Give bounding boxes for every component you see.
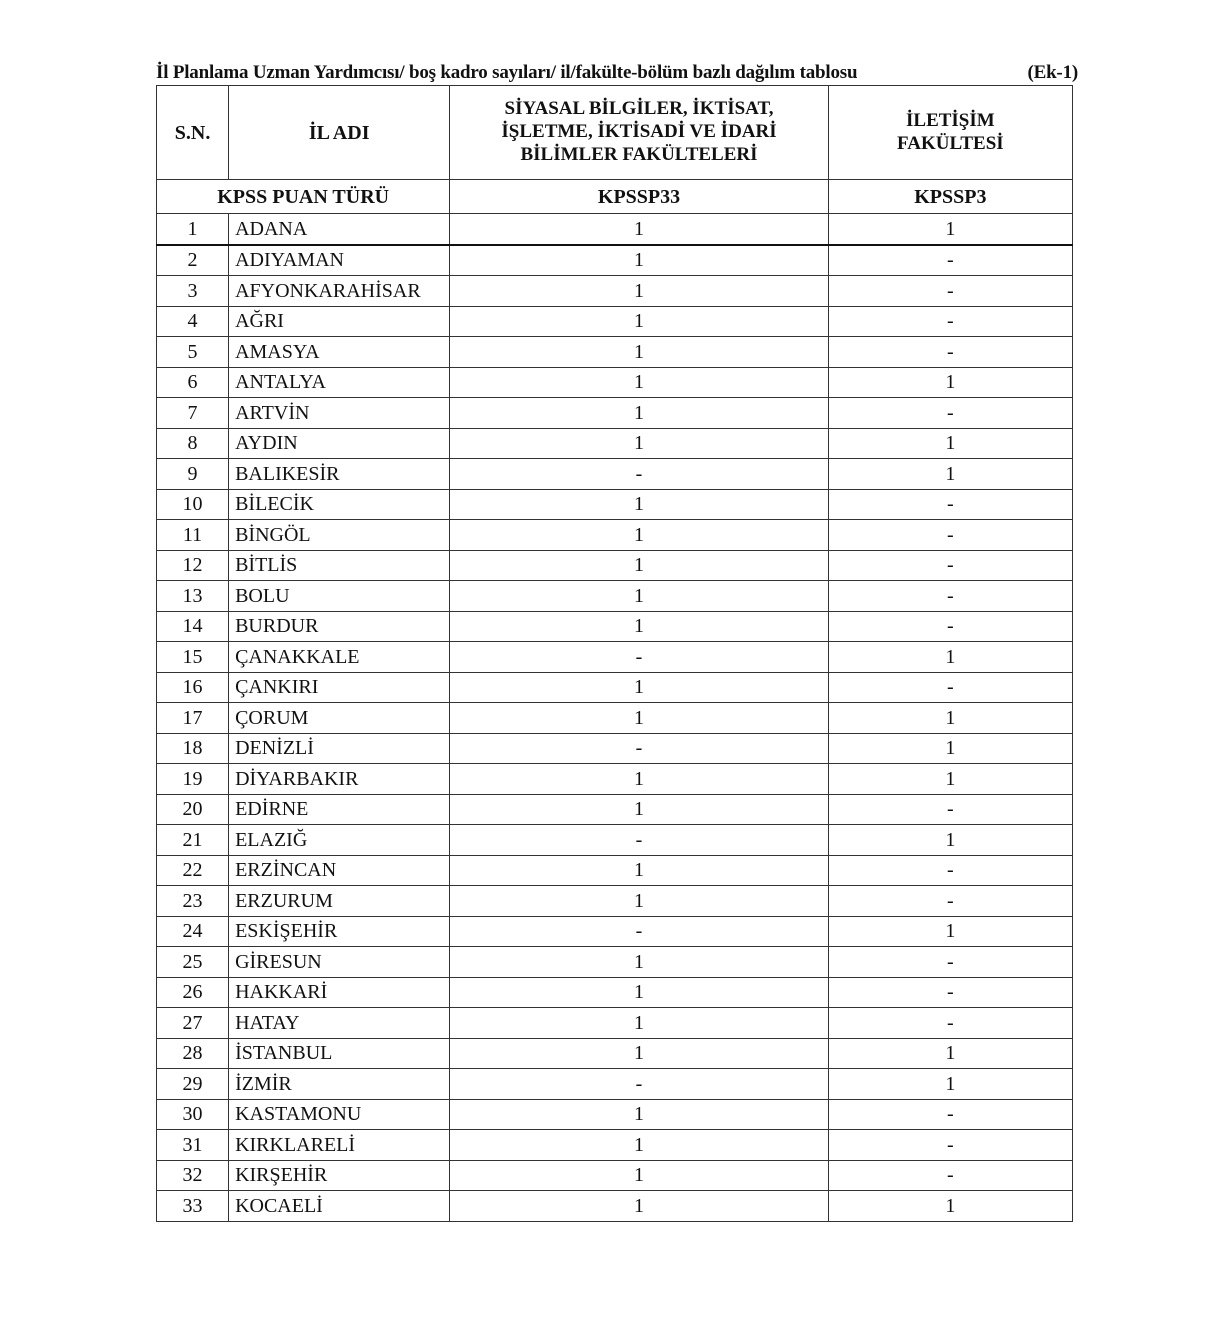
cell-faculty-communication: - xyxy=(828,1008,1072,1039)
table-row xyxy=(157,916,1073,947)
cell-il-adi: KIRKLARELİ xyxy=(229,1130,450,1161)
cell-faculty-communication: - xyxy=(828,581,1072,612)
cell-faculty-economics: 1 xyxy=(450,1038,828,1069)
cell-il-adi: İZMİR xyxy=(229,1069,450,1100)
cell-faculty-economics: 1 xyxy=(450,520,828,551)
table-row xyxy=(157,1069,1073,1100)
table-row xyxy=(157,459,1073,490)
table-row xyxy=(157,337,1073,368)
cell-faculty-communication: - xyxy=(828,886,1072,917)
cell-faculty-economics: - xyxy=(450,642,828,673)
cell-sn: 28 xyxy=(157,1038,229,1069)
table-row xyxy=(157,581,1073,612)
cell-il-adi: HAKKARİ xyxy=(229,977,450,1008)
cell-sn: 23 xyxy=(157,886,229,917)
table-row xyxy=(157,855,1073,886)
header-faculty-communication xyxy=(828,86,1072,180)
cell-sn: 14 xyxy=(157,611,229,642)
document-title: İl Planlama Uzman Yardımcısı/ boş kadro sayıları/ il/fakülte-bölüm bazlı dağılım tablosu xyxy=(156,62,858,83)
cell-il-adi: ANTALYA xyxy=(229,367,450,398)
cell-faculty-economics: - xyxy=(450,733,828,764)
cell-faculty-communication: - xyxy=(828,794,1072,825)
cell-sn: 32 xyxy=(157,1160,229,1191)
table-row xyxy=(157,733,1073,764)
cell-sn: 7 xyxy=(157,398,229,429)
cell-sn: 16 xyxy=(157,672,229,703)
cell-il-adi: DENİZLİ xyxy=(229,733,450,764)
table-row xyxy=(157,611,1073,642)
cell-il-adi: ESKİŞEHİR xyxy=(229,916,450,947)
cell-il-adi: AFYONKARAHİSAR xyxy=(229,276,450,307)
cell-faculty-economics: 1 xyxy=(450,428,828,459)
cell-faculty-economics: 1 xyxy=(450,977,828,1008)
cell-faculty-communication: 1 xyxy=(828,367,1072,398)
cell-faculty-communication: - xyxy=(828,855,1072,886)
cell-il-adi: BİLECİK xyxy=(229,489,450,520)
table-row xyxy=(157,306,1073,337)
cell-faculty-communication: - xyxy=(828,398,1072,429)
cell-faculty-economics: 1 xyxy=(450,214,828,245)
cell-il-adi: KASTAMONU xyxy=(229,1099,450,1130)
cell-faculty-economics: 1 xyxy=(450,703,828,734)
cell-faculty-economics: - xyxy=(450,916,828,947)
cell-sn: 19 xyxy=(157,764,229,795)
cell-faculty-economics: 1 xyxy=(450,367,828,398)
cell-faculty-communication: - xyxy=(828,337,1072,368)
table-row xyxy=(157,214,1073,245)
document-title-bar xyxy=(156,58,1078,84)
table-row xyxy=(157,794,1073,825)
cell-faculty-communication: - xyxy=(828,489,1072,520)
cell-faculty-communication: - xyxy=(828,672,1072,703)
cell-faculty-communication: - xyxy=(828,520,1072,551)
cell-faculty-communication: - xyxy=(828,245,1072,276)
table-row xyxy=(157,764,1073,795)
cell-sn: 33 xyxy=(157,1191,229,1222)
cell-faculty-economics: 1 xyxy=(450,1008,828,1039)
cell-sn: 25 xyxy=(157,947,229,978)
header-sn: S.N. xyxy=(157,86,229,180)
cell-sn: 3 xyxy=(157,276,229,307)
cell-sn: 9 xyxy=(157,459,229,490)
cell-faculty-economics: 1 xyxy=(450,1099,828,1130)
cell-sn: 10 xyxy=(157,489,229,520)
cell-sn: 29 xyxy=(157,1069,229,1100)
table-row xyxy=(157,672,1073,703)
cell-sn: 27 xyxy=(157,1008,229,1039)
table-header-row xyxy=(157,86,1073,180)
cell-faculty-communication: - xyxy=(828,947,1072,978)
cell-faculty-economics: 1 xyxy=(450,489,828,520)
table-row xyxy=(157,428,1073,459)
cell-il-adi: ARTVİN xyxy=(229,398,450,429)
cell-sn: 2 xyxy=(157,245,229,276)
table-row xyxy=(157,642,1073,673)
table-row xyxy=(157,276,1073,307)
cell-sn: 18 xyxy=(157,733,229,764)
cell-faculty-communication: - xyxy=(828,306,1072,337)
table-row xyxy=(157,398,1073,429)
score-type-row xyxy=(157,180,1073,214)
cell-il-adi: ADANA xyxy=(229,214,450,245)
cell-sn: 26 xyxy=(157,977,229,1008)
cell-faculty-communication: 1 xyxy=(828,1069,1072,1100)
header-il-adi: İL ADI xyxy=(229,86,450,180)
cell-il-adi: BİTLİS xyxy=(229,550,450,581)
cell-faculty-economics: 1 xyxy=(450,855,828,886)
cell-faculty-communication: 1 xyxy=(828,916,1072,947)
cell-sn: 17 xyxy=(157,703,229,734)
table-row xyxy=(157,245,1073,276)
table-row xyxy=(157,977,1073,1008)
distribution-table xyxy=(156,85,1073,1222)
cell-sn: 8 xyxy=(157,428,229,459)
cell-faculty-economics: - xyxy=(450,1069,828,1100)
cell-il-adi: ÇANKIRI xyxy=(229,672,450,703)
cell-faculty-economics: 1 xyxy=(450,550,828,581)
table-row xyxy=(157,1191,1073,1222)
cell-il-adi: BİNGÖL xyxy=(229,520,450,551)
cell-faculty-economics: 1 xyxy=(450,794,828,825)
cell-sn: 15 xyxy=(157,642,229,673)
cell-faculty-economics: 1 xyxy=(450,245,828,276)
cell-il-adi: KOCAELİ xyxy=(229,1191,450,1222)
cell-faculty-communication: 1 xyxy=(828,733,1072,764)
cell-il-adi: ERZİNCAN xyxy=(229,855,450,886)
table-row xyxy=(157,703,1073,734)
cell-faculty-economics: 1 xyxy=(450,764,828,795)
cell-faculty-economics: 1 xyxy=(450,276,828,307)
header-faculty-economics-line: BİLİMLER FAKÜLTELERİ xyxy=(520,143,758,165)
table-row xyxy=(157,1160,1073,1191)
cell-faculty-communication: 1 xyxy=(828,214,1072,245)
score-type-label: KPSS PUAN TÜRÜ xyxy=(157,180,450,214)
header-faculty-economics-line: İŞLETME, İKTİSADİ VE İDARİ xyxy=(501,121,777,143)
header-faculty-communication-line: İLETİŞİM xyxy=(906,109,995,131)
cell-faculty-economics: 1 xyxy=(450,1130,828,1161)
cell-sn: 22 xyxy=(157,855,229,886)
cell-il-adi: ADIYAMAN xyxy=(229,245,450,276)
cell-faculty-communication: 1 xyxy=(828,703,1072,734)
table-body xyxy=(157,214,1073,1222)
cell-il-adi: BURDUR xyxy=(229,611,450,642)
cell-il-adi: AMASYA xyxy=(229,337,450,368)
cell-faculty-economics: 1 xyxy=(450,672,828,703)
cell-il-adi: ERZURUM xyxy=(229,886,450,917)
cell-faculty-communication: - xyxy=(828,977,1072,1008)
table-row xyxy=(157,886,1073,917)
cell-faculty-economics: 1 xyxy=(450,611,828,642)
cell-sn: 4 xyxy=(157,306,229,337)
cell-sn: 5 xyxy=(157,337,229,368)
cell-faculty-economics: 1 xyxy=(450,886,828,917)
cell-faculty-economics: 1 xyxy=(450,337,828,368)
cell-il-adi: KIRŞEHİR xyxy=(229,1160,450,1191)
table-row xyxy=(157,947,1073,978)
table-row xyxy=(157,367,1073,398)
table-row xyxy=(157,489,1073,520)
cell-il-adi: DİYARBAKIR xyxy=(229,764,450,795)
cell-faculty-economics: 1 xyxy=(450,1191,828,1222)
cell-faculty-economics: - xyxy=(450,825,828,856)
annex-label: (Ek-1) xyxy=(1027,62,1078,83)
cell-il-adi: GİRESUN xyxy=(229,947,450,978)
cell-faculty-communication: - xyxy=(828,1160,1072,1191)
cell-faculty-communication: - xyxy=(828,1130,1072,1161)
cell-sn: 13 xyxy=(157,581,229,612)
cell-il-adi: AĞRI xyxy=(229,306,450,337)
cell-il-adi: HATAY xyxy=(229,1008,450,1039)
cell-faculty-communication: 1 xyxy=(828,825,1072,856)
table-row xyxy=(157,1008,1073,1039)
cell-sn: 11 xyxy=(157,520,229,551)
cell-faculty-communication: 1 xyxy=(828,642,1072,673)
table-row xyxy=(157,825,1073,856)
cell-faculty-economics: 1 xyxy=(450,581,828,612)
cell-il-adi: BOLU xyxy=(229,581,450,612)
cell-faculty-communication: 1 xyxy=(828,1191,1072,1222)
cell-faculty-economics: 1 xyxy=(450,306,828,337)
table-row xyxy=(157,1099,1073,1130)
cell-sn: 24 xyxy=(157,916,229,947)
cell-faculty-communication: 1 xyxy=(828,428,1072,459)
cell-faculty-communication: - xyxy=(828,611,1072,642)
cell-il-adi: ÇORUM xyxy=(229,703,450,734)
cell-il-adi: ÇANAKKALE xyxy=(229,642,450,673)
score-type-faculty-economics: KPSSP33 xyxy=(450,180,828,214)
score-type-faculty-communication: KPSSP3 xyxy=(828,180,1072,214)
cell-il-adi: ELAZIĞ xyxy=(229,825,450,856)
cell-faculty-communication: 1 xyxy=(828,459,1072,490)
cell-il-adi: BALIKESİR xyxy=(229,459,450,490)
header-faculty-economics xyxy=(450,86,828,180)
table-row xyxy=(157,520,1073,551)
cell-faculty-communication: - xyxy=(828,1099,1072,1130)
cell-il-adi: İSTANBUL xyxy=(229,1038,450,1069)
cell-faculty-communication: - xyxy=(828,550,1072,581)
cell-faculty-economics: 1 xyxy=(450,1160,828,1191)
header-faculty-communication-line: FAKÜLTESİ xyxy=(897,132,1004,154)
cell-faculty-economics: - xyxy=(450,459,828,490)
table-row xyxy=(157,550,1073,581)
cell-faculty-communication: - xyxy=(828,276,1072,307)
cell-sn: 12 xyxy=(157,550,229,581)
cell-faculty-communication: 1 xyxy=(828,764,1072,795)
cell-sn: 21 xyxy=(157,825,229,856)
cell-sn: 30 xyxy=(157,1099,229,1130)
table-row xyxy=(157,1038,1073,1069)
cell-faculty-communication: 1 xyxy=(828,1038,1072,1069)
table-row xyxy=(157,1130,1073,1161)
header-faculty-economics-line: SİYASAL BİLGİLER, İKTİSAT, xyxy=(504,98,774,120)
cell-sn: 31 xyxy=(157,1130,229,1161)
cell-sn: 1 xyxy=(157,214,229,245)
cell-sn: 6 xyxy=(157,367,229,398)
cell-il-adi: AYDIN xyxy=(229,428,450,459)
cell-il-adi: EDİRNE xyxy=(229,794,450,825)
cell-faculty-economics: 1 xyxy=(450,398,828,429)
cell-faculty-economics: 1 xyxy=(450,947,828,978)
cell-sn: 20 xyxy=(157,794,229,825)
